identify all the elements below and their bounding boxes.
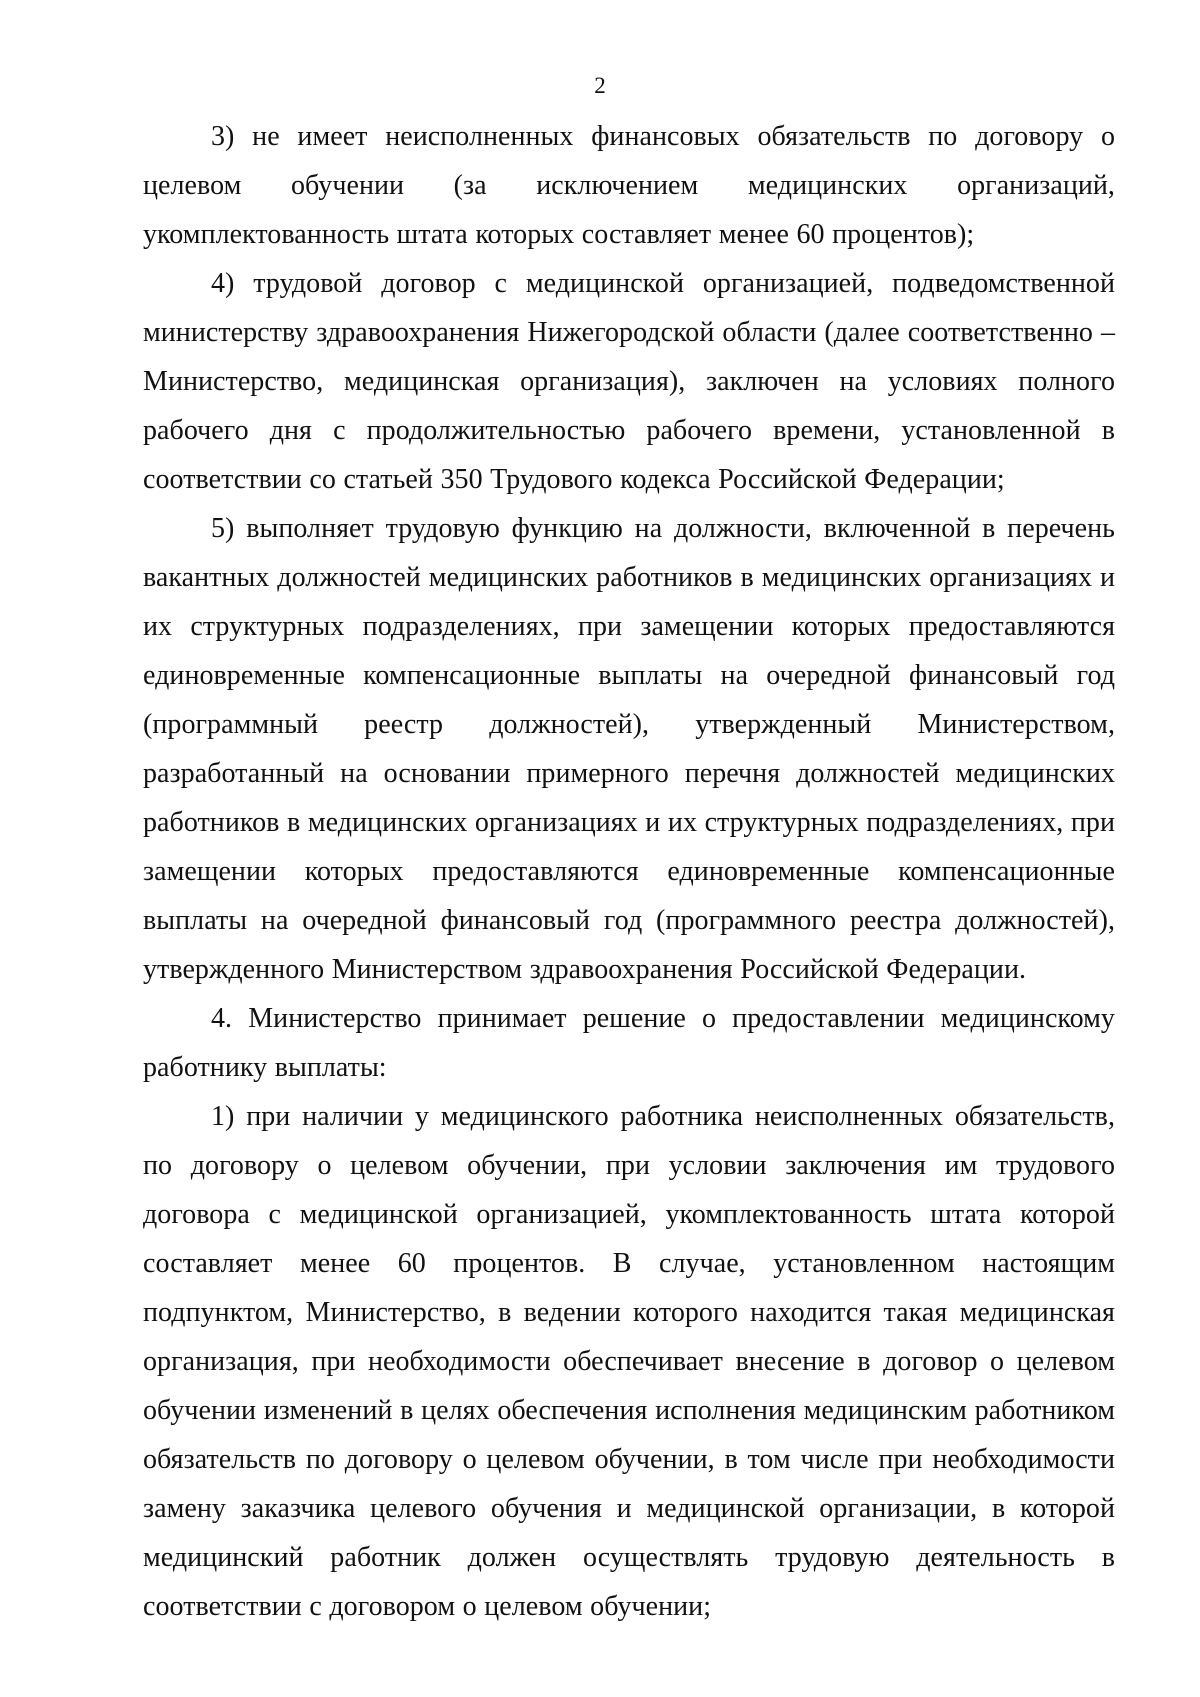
paragraph-item-3: 3) не имеет неисполненных финансовых обязательств по договору о целевом обучении (за исключением медицинских организаций, укомплектованность штата которых составляет менее 60 процентов); xyxy=(143,121,1115,250)
page-number: 2 xyxy=(594,73,606,98)
paragraph-item-4: 4) трудовой договор с медицинской организацией, подведомственной министерству здравоохранения Нижегородской области (далее соответственно – Министерство, медицинская организация), заключен на условиях полного рабочего дня с продолжительностью рабочего времени, установленной в соответствии со статьей 350 Трудового кодекса Российской Федерации; xyxy=(143,268,1115,495)
paragraph-subitem-1: 1) при наличии у медицинского работника неисполненных обязательств, по договору о целевом обучении, при условии заключения им трудового договора с медицинской организацией, укомплектованность штата которой составляет менее 60 процентов. В случае, установленном настоящим подпунктом, Министерство, в ведении которого находится такая медицинская организация, при необходимости обеспечивает внесение в договор о целевом обучении изменений в целях обеспечения исполнения медицинским работником обязательств по договору о целевом обучении, в том числе при необходимости замену заказчика целевого обучения и медицинской организации, в которой медицинский работник должен осуществлять трудовую деятельность в соответствии с договором о целевом обучении; xyxy=(143,1101,1115,1622)
paragraph-section-4: 4. Министерство принимает решение о предоставлении медицинскому работнику выплаты: xyxy=(143,1003,1115,1083)
document-body xyxy=(143,112,1115,1631)
paragraph-item-5: 5) выполняет трудовую функцию на должности, включенной в перечень вакантных должностей медицинских работников в медицинских организациях и их структурных подразделениях, при замещении которых предоставляются единовременные компенсационные выплаты на очередной финансовый год (программный реестр должностей), утвержденный Министерством, разработанный на основании примерного перечня должностей медицинских работников в медицинских организациях и их структурных подразделениях, при замещении которых предоставляются единовременные компенсационные выплаты на очередной финансовый год (программного реестра должностей), утвержденного Министерством здравоохранения Российской Федерации. xyxy=(143,513,1115,985)
